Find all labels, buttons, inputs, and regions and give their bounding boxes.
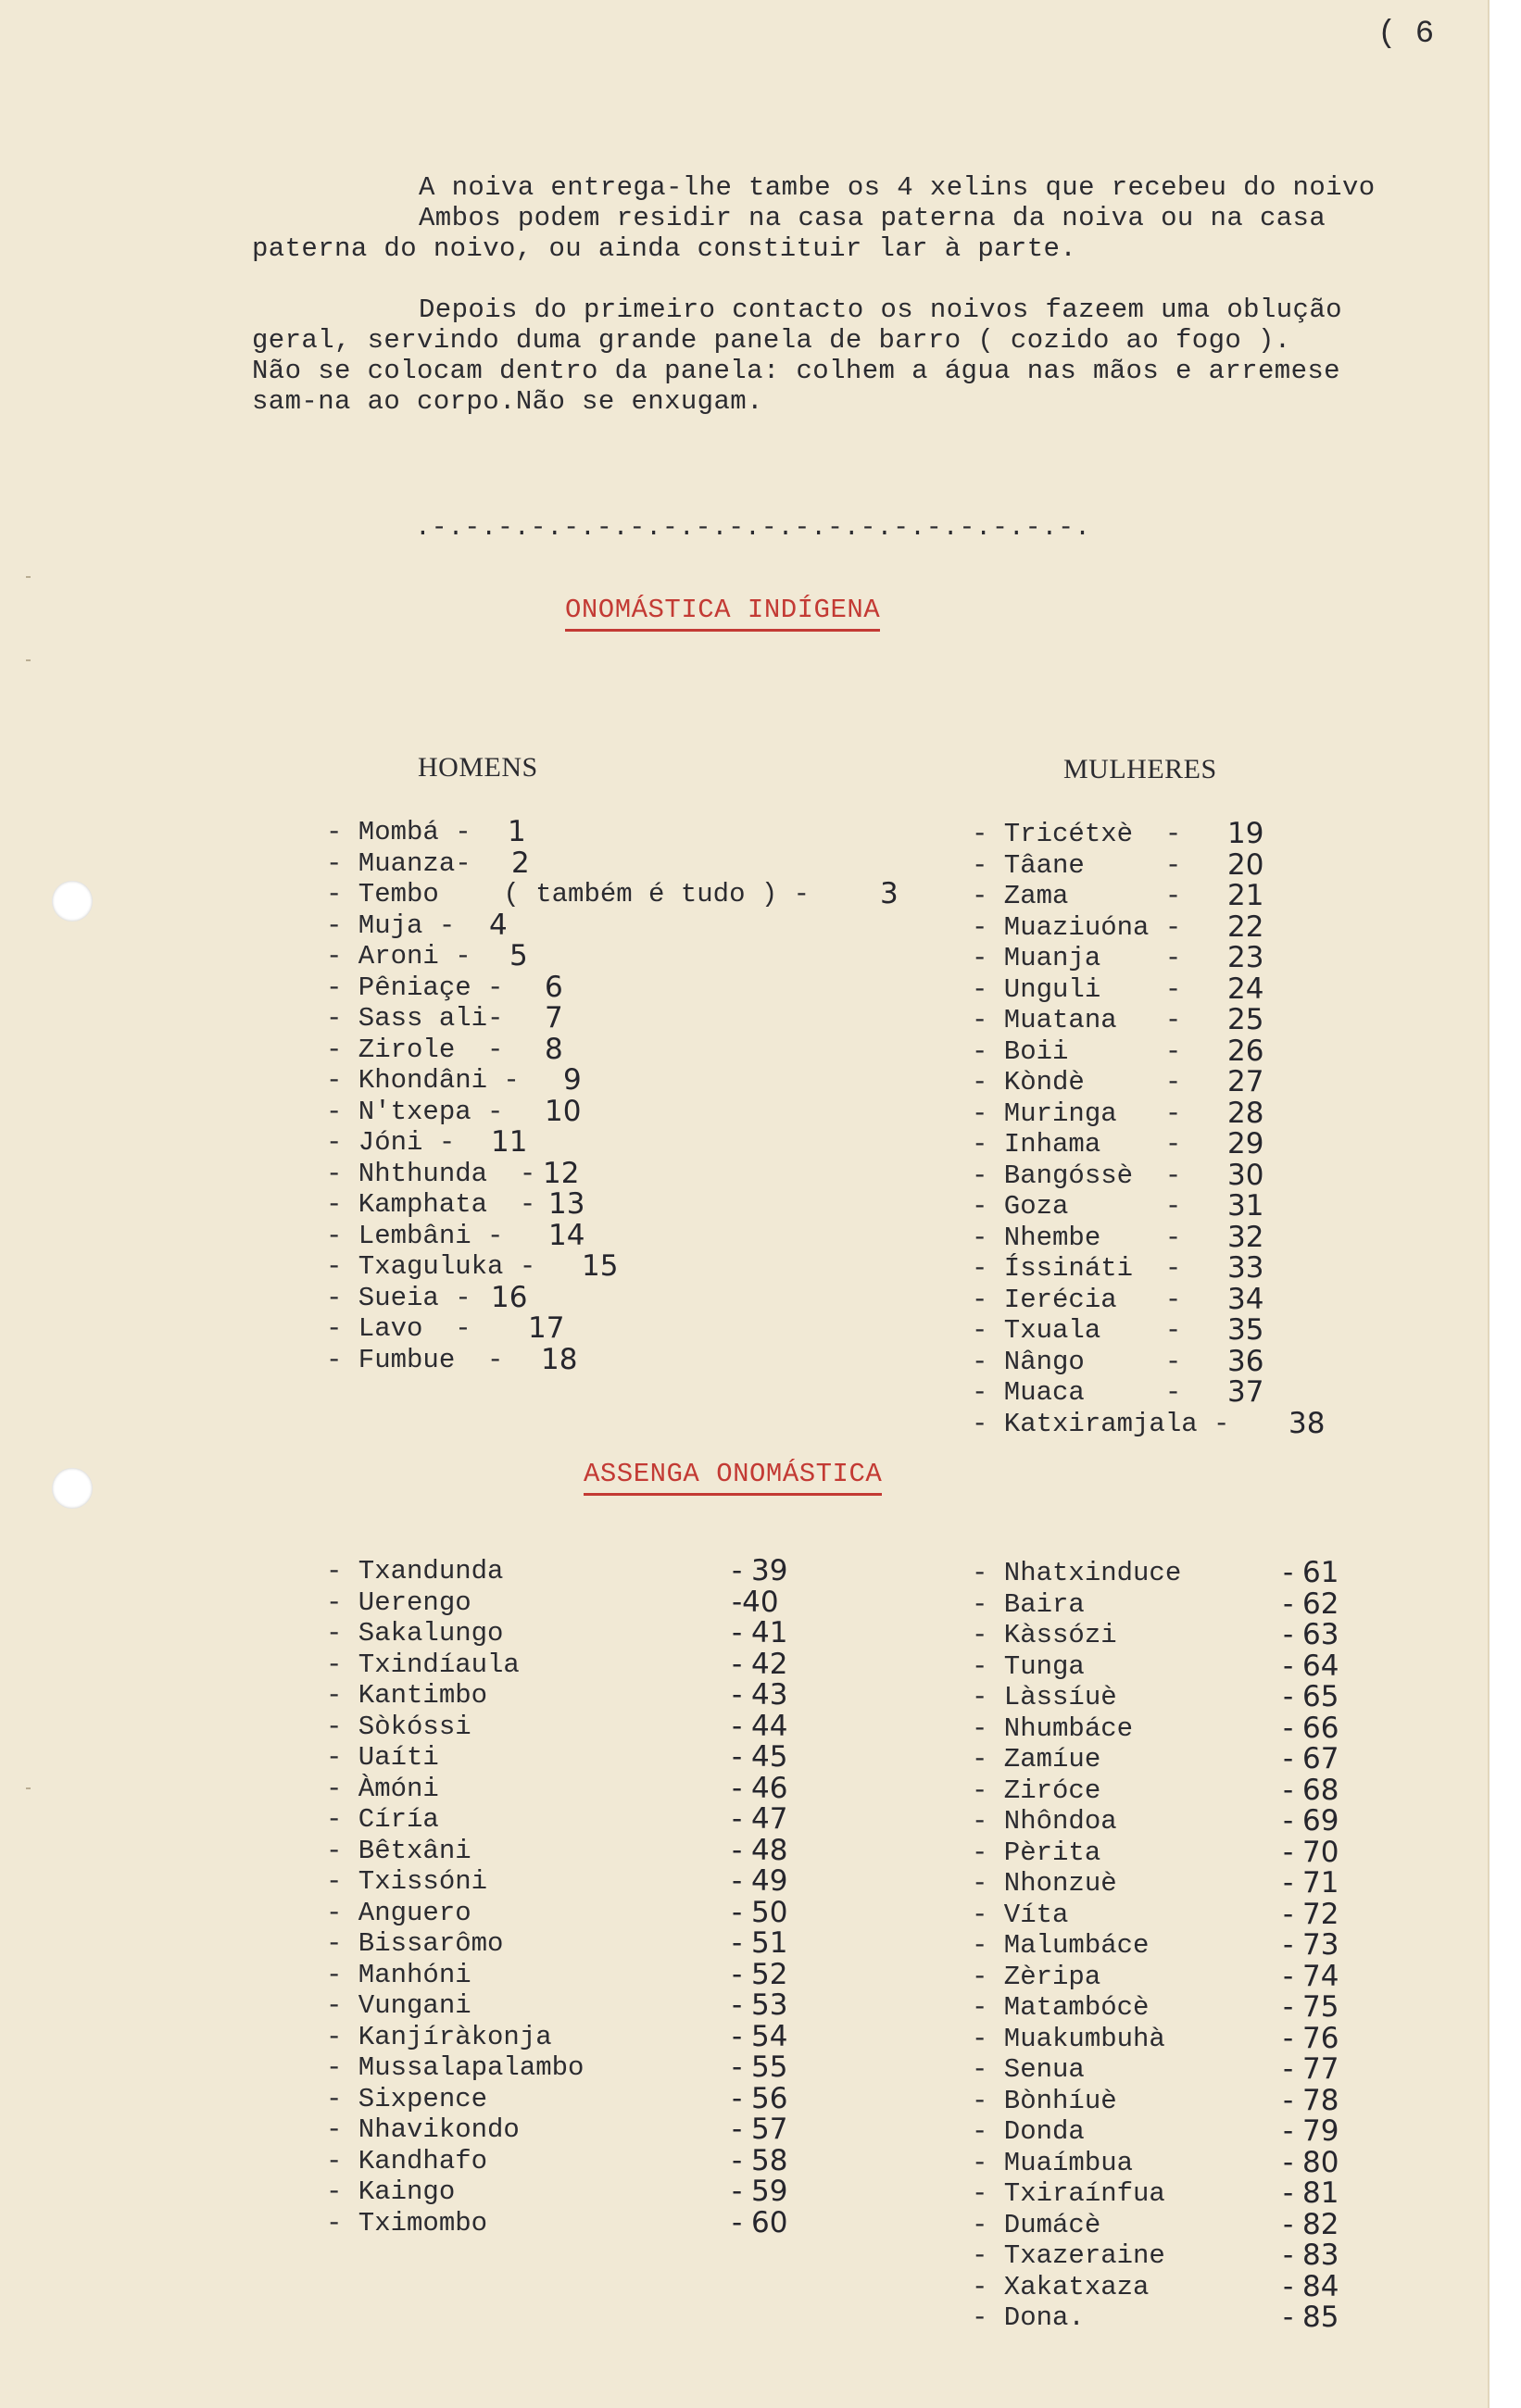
name-text: - Txaguluka - bbox=[326, 1251, 536, 1282]
list-item bbox=[972, 1620, 1472, 1651]
name-text: - Katxiramjala - bbox=[972, 1408, 1230, 1439]
list-item bbox=[972, 2021, 1472, 2055]
name-text: - Inhama - bbox=[972, 1129, 1182, 1160]
margin-mark bbox=[26, 1787, 31, 1789]
list-item bbox=[972, 2054, 1472, 2086]
name-number: 15 bbox=[582, 1249, 619, 1283]
name-text: - Tximombo bbox=[326, 2207, 488, 2239]
name-text: - Baira bbox=[972, 1588, 1085, 1620]
name-number: - 80 bbox=[1283, 2145, 1339, 2179]
name-number: 18 bbox=[541, 1342, 578, 1376]
name-text: - Zirole - bbox=[326, 1034, 504, 1065]
name-number: - 44 bbox=[732, 1709, 788, 1743]
name-text: - Jóni - bbox=[326, 1127, 456, 1158]
name-text: - Muringa - bbox=[972, 1097, 1182, 1129]
name-text: - Txazeraine bbox=[972, 2240, 1165, 2271]
list-item bbox=[326, 1280, 928, 1314]
women-heading: MULHERES bbox=[1063, 754, 1217, 784]
name-number: - 75 bbox=[1283, 1990, 1339, 2024]
name-text: - Pèrita bbox=[972, 1837, 1101, 1868]
name-number: - 83 bbox=[1283, 2239, 1339, 2272]
name-number: - 50 bbox=[732, 1895, 788, 1929]
name-text: - Aroni - bbox=[326, 941, 471, 972]
list-item bbox=[326, 2019, 845, 2053]
name-text: - Zèripa bbox=[972, 1961, 1101, 1992]
list-item bbox=[326, 1990, 845, 2022]
list-item bbox=[972, 1344, 1453, 1378]
name-text: - Matambócè bbox=[972, 1992, 1150, 2023]
name-text: - Anguero bbox=[326, 1897, 471, 1928]
name-text: - Xakatxaza bbox=[972, 2271, 1150, 2302]
list-item bbox=[326, 1189, 928, 1221]
list-item bbox=[972, 1315, 1453, 1347]
list-item bbox=[326, 2081, 845, 2115]
list-item bbox=[972, 1992, 1472, 2024]
list-item bbox=[972, 2178, 1472, 2210]
name-number: - 45 bbox=[732, 1740, 788, 1774]
list-item bbox=[972, 1005, 1453, 1036]
name-number: - 42 bbox=[732, 1647, 788, 1681]
name-number: - 43 bbox=[732, 1678, 788, 1712]
name-text: - Manhóni bbox=[326, 1959, 471, 1990]
margin-mark bbox=[26, 659, 31, 661]
list-item bbox=[326, 1928, 845, 1960]
name-number: - 62 bbox=[1283, 1587, 1339, 1621]
name-text: - Nhonzuè bbox=[972, 1868, 1117, 1899]
name-text: - Nhthunda - bbox=[326, 1158, 536, 1189]
name-text: - Nhavikondo bbox=[326, 2114, 520, 2145]
name-number: - 55 bbox=[732, 2051, 788, 2084]
name-text: - Muaca - bbox=[972, 1377, 1182, 1408]
name-number: -40 bbox=[732, 1585, 779, 1619]
name-number: - 39 bbox=[732, 1554, 788, 1587]
name-number: - 77 bbox=[1283, 2052, 1339, 2086]
list-item bbox=[972, 1744, 1472, 1775]
list-item bbox=[326, 1771, 845, 1805]
name-number: - 49 bbox=[732, 1864, 788, 1898]
name-text: - Txissóni bbox=[326, 1866, 488, 1897]
name-text: - Tembo ( também é tudo ) - bbox=[326, 879, 811, 909]
paragraph-line: Não se colocam dentro da panela: colhem a água nas mãos e arremese bbox=[252, 356, 1340, 386]
list-item bbox=[326, 817, 928, 848]
name-text: - Nhumbáce bbox=[972, 1712, 1134, 1744]
name-text: - Nhembe - bbox=[972, 1222, 1182, 1253]
list-item bbox=[972, 974, 1453, 1006]
list-item bbox=[326, 1094, 928, 1128]
name-number: 30 bbox=[1227, 1158, 1264, 1192]
name-text: - Malumbáce bbox=[972, 1930, 1150, 1961]
name-number: 34 bbox=[1227, 1282, 1264, 1316]
list-item bbox=[326, 1709, 845, 1743]
name-number: 29 bbox=[1227, 1127, 1264, 1160]
paragraph-line: sam-na ao corpo.Não se enxugam. bbox=[252, 386, 763, 417]
list-item bbox=[972, 2240, 1472, 2272]
paragraph-dowry bbox=[252, 172, 1484, 264]
name-text: - Sass ali- bbox=[326, 1003, 504, 1034]
name-number: - 46 bbox=[732, 1771, 788, 1805]
name-text: - Nângo - bbox=[972, 1346, 1182, 1377]
name-number: 17 bbox=[528, 1311, 565, 1345]
name-number: 10 bbox=[545, 1094, 582, 1128]
name-number: 36 bbox=[1227, 1344, 1264, 1378]
name-number: - 73 bbox=[1283, 1928, 1339, 1962]
name-number: 35 bbox=[1227, 1313, 1264, 1347]
list-item bbox=[972, 1253, 1453, 1285]
name-number: - 71 bbox=[1283, 1866, 1339, 1900]
list-item bbox=[972, 2145, 1472, 2179]
name-number: - 68 bbox=[1283, 1773, 1339, 1807]
name-text: - Círía bbox=[326, 1804, 439, 1835]
name-text: - Txuala - bbox=[972, 1315, 1182, 1346]
name-text: - Bissarômo bbox=[326, 1928, 504, 1959]
name-number: 6 bbox=[545, 970, 563, 1004]
name-number: - 53 bbox=[732, 1988, 788, 2022]
list-item bbox=[972, 1806, 1472, 1837]
name-number: 37 bbox=[1227, 1375, 1264, 1409]
name-text: - Víta bbox=[972, 1899, 1069, 1930]
list-item bbox=[972, 1558, 1472, 1589]
name-number: - 61 bbox=[1283, 1556, 1339, 1589]
name-text: - Sòkóssi bbox=[326, 1711, 471, 1742]
list-item bbox=[972, 943, 1453, 974]
list-item bbox=[972, 1837, 1472, 1869]
name-number: - 81 bbox=[1283, 2176, 1339, 2210]
name-text: - Boii - bbox=[972, 1035, 1182, 1067]
name-text: - Muanja - bbox=[972, 943, 1182, 973]
name-text: - Muakumbuhà bbox=[972, 2023, 1165, 2054]
name-text: - Bêtxâni bbox=[326, 1835, 471, 1866]
name-number: - 48 bbox=[732, 1833, 788, 1867]
list-item bbox=[972, 1036, 1453, 1068]
section-title-assenga-onomastica: ASSENGA ONOMÁSTICA bbox=[584, 1459, 882, 1496]
name-text: - Kòndè - bbox=[972, 1067, 1182, 1097]
name-text: - Kandhafo bbox=[326, 2145, 488, 2176]
name-text: - Làssíuè bbox=[972, 1682, 1117, 1712]
dotted-separator: .-.-.-.-.-.-.-.-.-.-.-.-.-.-.-.-.-.-.-.-. bbox=[415, 514, 1091, 543]
list-item bbox=[972, 819, 1453, 850]
list-item bbox=[972, 1959, 1472, 1993]
name-text: - Uerengo bbox=[326, 1587, 471, 1618]
assenga-right-list bbox=[972, 1558, 1472, 2334]
list-item bbox=[326, 2143, 845, 2177]
list-item bbox=[972, 1129, 1453, 1160]
list-item bbox=[972, 1897, 1472, 1931]
name-text: - Muanza- bbox=[326, 847, 471, 879]
women-names-list bbox=[972, 819, 1453, 1439]
name-number: 9 bbox=[563, 1063, 582, 1097]
name-number: - 84 bbox=[1283, 2269, 1339, 2303]
name-text: - Kàssózi bbox=[972, 1620, 1117, 1650]
name-number: 33 bbox=[1227, 1251, 1264, 1285]
name-number: 1 bbox=[508, 815, 526, 848]
name-number: - 82 bbox=[1283, 2207, 1339, 2241]
name-number: - 57 bbox=[732, 2113, 788, 2146]
paragraph-line: paterna do noivo, ou ainda constituir lar à parte. bbox=[252, 233, 1077, 264]
name-number: 14 bbox=[548, 1218, 585, 1252]
name-number: - 72 bbox=[1283, 1897, 1339, 1931]
name-number: - 74 bbox=[1283, 1959, 1339, 1993]
name-text: - Dona. bbox=[972, 2302, 1085, 2333]
list-item bbox=[326, 1556, 845, 1587]
list-item bbox=[972, 1377, 1453, 1409]
name-number: 28 bbox=[1227, 1096, 1264, 1130]
paragraph-line: geral, servindo duma grande panela de barro ( cozido ao fogo ). bbox=[252, 325, 1291, 356]
name-text: - Muatana - bbox=[972, 1005, 1182, 1035]
name-text: - Nhôndoa bbox=[972, 1806, 1117, 1837]
name-number: - 56 bbox=[732, 2081, 788, 2115]
name-text: - Senua bbox=[972, 2054, 1085, 2085]
list-item bbox=[972, 2083, 1472, 2117]
list-item bbox=[326, 1587, 845, 1619]
list-item bbox=[972, 847, 1453, 882]
list-item bbox=[326, 2052, 845, 2084]
name-text: - Sakalungo bbox=[326, 1618, 504, 1649]
list-item bbox=[326, 1742, 845, 1774]
men-heading: HOMENS bbox=[418, 752, 538, 783]
paragraph-line: Depois do primeiro contacto os noivos fazeem uma oblução bbox=[419, 295, 1342, 325]
name-number: 26 bbox=[1227, 1034, 1264, 1068]
list-item bbox=[326, 1618, 845, 1649]
list-item bbox=[972, 2302, 1472, 2334]
list-item bbox=[972, 1930, 1472, 1962]
name-text: - Tâane - bbox=[972, 849, 1182, 881]
list-item bbox=[972, 1282, 1453, 1316]
name-number: - 78 bbox=[1283, 2083, 1339, 2117]
list-item bbox=[972, 1098, 1453, 1130]
name-number: - 58 bbox=[732, 2143, 788, 2177]
list-item bbox=[326, 1032, 928, 1066]
punch-hole-upper bbox=[52, 881, 93, 922]
name-text: - Lembâni - bbox=[326, 1220, 504, 1251]
name-number: 2 bbox=[511, 846, 530, 880]
list-item bbox=[326, 1065, 928, 1097]
list-item bbox=[972, 1589, 1472, 1621]
page-number: ( 6 bbox=[1377, 17, 1435, 52]
list-item bbox=[326, 2114, 845, 2146]
name-text: - Bònhíuè bbox=[972, 2085, 1117, 2116]
name-number: - 59 bbox=[732, 2175, 788, 2208]
name-number: - 52 bbox=[732, 1957, 788, 1991]
list-item bbox=[972, 1775, 1472, 1807]
name-text: - Txindíaula bbox=[326, 1649, 520, 1680]
name-number: 31 bbox=[1227, 1189, 1264, 1223]
list-item bbox=[972, 1220, 1453, 1254]
name-text: - Nhatxinduce bbox=[972, 1558, 1182, 1588]
name-text: - Tricétxè - bbox=[972, 819, 1182, 849]
list-item bbox=[326, 2176, 845, 2208]
list-item bbox=[972, 1191, 1453, 1223]
list-item bbox=[972, 881, 1453, 912]
paragraph-ablution bbox=[252, 295, 1484, 417]
list-item bbox=[972, 909, 1453, 944]
list-item bbox=[326, 1833, 845, 1867]
list-item bbox=[326, 879, 928, 910]
name-number: - 65 bbox=[1283, 1680, 1339, 1713]
name-number: 24 bbox=[1227, 972, 1264, 1006]
name-text: - Sixpence bbox=[326, 2083, 488, 2114]
name-text: - Mombá - bbox=[326, 817, 471, 847]
list-item bbox=[972, 1651, 1472, 1683]
punch-hole-lower bbox=[52, 1468, 93, 1509]
list-item bbox=[972, 1160, 1453, 1192]
name-number: - 41 bbox=[732, 1616, 788, 1649]
name-number: - 85 bbox=[1283, 2301, 1339, 2334]
list-item bbox=[326, 1127, 928, 1159]
name-number: 27 bbox=[1227, 1065, 1264, 1098]
assenga-left-list bbox=[326, 1556, 845, 2239]
list-item bbox=[326, 1957, 845, 1991]
paragraph-line: A noiva entrega-lhe tambe os 4 xelins que recebeu do noivo bbox=[419, 172, 1376, 203]
name-number: 16 bbox=[491, 1280, 528, 1314]
list-item bbox=[972, 2116, 1472, 2148]
list-item bbox=[326, 1804, 845, 1836]
section-title-onomastica-indigena: ONOMÁSTICA INDÍGENA bbox=[565, 595, 880, 632]
name-number: - 60 bbox=[732, 2205, 788, 2239]
name-text: - Txiraínfua bbox=[972, 2178, 1165, 2209]
name-number: - 51 bbox=[732, 1926, 788, 1960]
name-text: - Mussalapalambo bbox=[326, 2052, 585, 2083]
name-text: - Kamphata - bbox=[326, 1189, 536, 1220]
name-text: - Kaingo bbox=[326, 2176, 456, 2207]
list-item bbox=[326, 910, 928, 942]
name-text: - Muaziuóna - bbox=[972, 911, 1182, 943]
name-text: - Lavo - bbox=[326, 1313, 471, 1344]
name-text: - Bangóssè - bbox=[972, 1160, 1182, 1191]
name-number: - 67 bbox=[1283, 1742, 1339, 1775]
name-number: - 76 bbox=[1283, 2021, 1339, 2055]
name-number: 8 bbox=[545, 1032, 563, 1066]
list-item bbox=[972, 1406, 1453, 1440]
name-number: 7 bbox=[545, 1001, 563, 1035]
name-text: - Pêniaçe - bbox=[326, 972, 504, 1003]
name-text: - N'txepa - bbox=[326, 1096, 504, 1127]
name-number: 32 bbox=[1227, 1220, 1264, 1254]
name-number: - 79 bbox=[1283, 2114, 1339, 2148]
name-number: - 47 bbox=[732, 1802, 788, 1836]
name-number: 25 bbox=[1227, 1003, 1264, 1036]
name-text: - Kanjíràkonja bbox=[326, 2021, 552, 2052]
name-number: - 66 bbox=[1283, 1711, 1339, 1745]
name-number: 11 bbox=[491, 1125, 528, 1159]
name-text: - Tunga bbox=[972, 1650, 1085, 1682]
list-item bbox=[326, 1156, 928, 1190]
name-number: 4 bbox=[489, 908, 508, 942]
name-text: - Ziróce bbox=[972, 1775, 1101, 1806]
list-item bbox=[972, 1067, 1453, 1098]
name-text: - Vungani bbox=[326, 1990, 471, 2021]
list-item bbox=[972, 1868, 1472, 1900]
list-item bbox=[326, 941, 928, 972]
name-text: - Khondâni - bbox=[326, 1065, 520, 1096]
name-text: - Muaímbua bbox=[972, 2147, 1134, 2178]
name-number: 12 bbox=[543, 1156, 580, 1190]
list-item bbox=[972, 1682, 1472, 1713]
list-item bbox=[972, 2269, 1472, 2303]
name-text: - Zamíue bbox=[972, 1744, 1101, 1775]
list-item bbox=[326, 1251, 928, 1283]
list-item bbox=[972, 2207, 1472, 2241]
name-text: - Fumbue - bbox=[326, 1344, 504, 1375]
name-number: 19 bbox=[1227, 817, 1264, 850]
list-item bbox=[326, 1342, 928, 1376]
list-item bbox=[326, 1218, 928, 1252]
margin-mark bbox=[26, 576, 31, 578]
list-item bbox=[326, 1895, 845, 1929]
name-text: - Sueia - bbox=[326, 1282, 471, 1313]
name-number: 21 bbox=[1227, 879, 1264, 912]
name-text: - Kantimbo bbox=[326, 1680, 488, 1711]
list-item bbox=[326, 1313, 928, 1345]
name-number: 38 bbox=[1288, 1406, 1326, 1440]
list-item bbox=[326, 848, 928, 880]
name-number: - 69 bbox=[1283, 1804, 1339, 1837]
name-number: 13 bbox=[548, 1187, 585, 1221]
list-item bbox=[326, 1649, 845, 1681]
list-item bbox=[326, 2205, 845, 2239]
name-text: - Àmóni bbox=[326, 1773, 439, 1804]
name-text: - Uaíti bbox=[326, 1742, 439, 1773]
name-text: - Zama - bbox=[972, 881, 1182, 911]
name-number: 23 bbox=[1227, 941, 1264, 974]
name-text: - Dumácè bbox=[972, 2209, 1101, 2240]
name-text: - Unguli - bbox=[972, 973, 1182, 1005]
paragraph-line: Ambos podem residir na casa paterna da noiva ou na casa bbox=[419, 203, 1326, 233]
list-item bbox=[326, 1680, 845, 1712]
men-names-list bbox=[326, 817, 928, 1375]
name-number: 5 bbox=[509, 939, 528, 972]
list-item bbox=[326, 972, 928, 1004]
name-number: 3 bbox=[880, 877, 899, 910]
name-number: - 64 bbox=[1283, 1649, 1339, 1683]
list-item bbox=[326, 1866, 845, 1898]
name-text: - Muja - bbox=[326, 909, 456, 941]
name-number: 22 bbox=[1227, 909, 1264, 944]
name-text: - Goza - bbox=[972, 1191, 1182, 1222]
name-text: - Ierécia - bbox=[972, 1284, 1182, 1315]
name-text: - Íssináti - bbox=[972, 1253, 1182, 1284]
name-number: - 63 bbox=[1283, 1618, 1339, 1651]
name-text: - Txandunda bbox=[326, 1556, 504, 1587]
name-number: - 54 bbox=[732, 2019, 788, 2053]
name-number: 20 bbox=[1227, 847, 1264, 882]
list-item bbox=[972, 1713, 1472, 1745]
list-item bbox=[326, 1003, 928, 1035]
name-text: - Donda bbox=[972, 2116, 1085, 2147]
name-number: - 70 bbox=[1283, 1835, 1339, 1869]
